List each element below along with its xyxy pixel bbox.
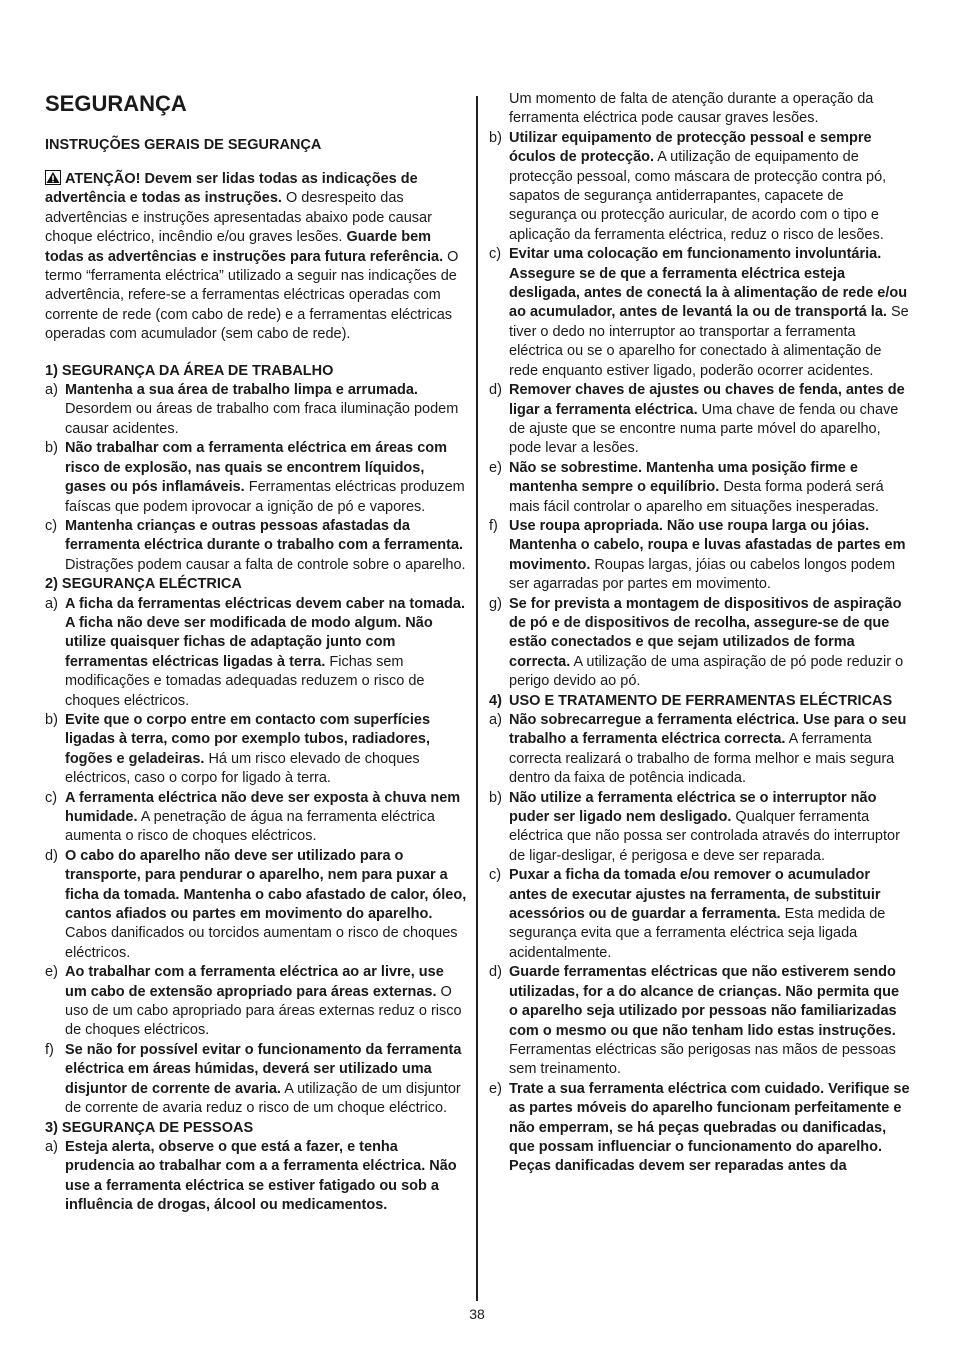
item-bold: Guarde ferramentas eléctricas que não estiverem sendo utilizadas, for a do alcance de crianças. Não permita que o aparelho seja utilizado por pessoas não familiarizadas com o mesmo ou que não tenham lido estas instruções. [509,964,900,1039]
item-text: Ferramentas eléctricas são perigosas nas mãos de pessoas sem treinamento. [509,1041,896,1078]
item-text: Cabos danificados ou torcidos aumentam o risco de choques eléctricos. [65,925,458,961]
item-letter: a) [45,1138,58,1155]
item-bold: Não utilize a ferramenta eléctrica se o interruptor não puder ser ligado nem desligado. [509,789,877,826]
item-text: Se tiver o dedo no interruptor ao transportar a ferramenta eléctrica ou se o aparelho for conectado à alimentação de rede enquanto estiver ligado, poderão ocorrer acidentes. [509,304,909,379]
page-number: 38 [469,1306,485,1322]
item-letter: a) [45,595,58,612]
item-bold: Puxar a ficha da tomada e/ou remover o acumulador antes de executar ajustes na ferramenta, de substituir acessórios ou de guardar a ferramenta. [509,867,881,923]
item-letter: d) [489,964,502,981]
warning-bold-text: ATENÇÃO! Devem ser lidas todas as indicações de advertência e todas as instruções. [45,171,418,207]
item-letter: a) [489,712,502,728]
item-bold: Ao trabalhar com a ferramenta eléctrica ao ar livre, use um cabo de extensão apropriado para áreas externas. [65,964,444,1000]
section-heading-4: 4) USO E TRATAMENTO DE FERRAMENTAS ELÉCTRICAS [489,692,893,709]
item-text: Qualquer ferramenta eléctrica que não possa ser controlada através do interruptor de ligar-desligar, é perigosa e deve ser reparada. [509,809,900,864]
item-letter: a) [45,382,58,399]
item-text: Fichas sem modificações e tomadas adequadas reduzem o risco de choques eléctricos. [65,653,425,709]
item-bold: Não sobrecarregue a ferramenta eléctrica. Use para o seu trabalho a ferramenta eléctrica correcta. [509,712,907,748]
list-item [489,595,911,692]
item-bold: Não se sobrestime. Mantenha uma posição firme e mantenha sempre o equilíbrio. [509,459,858,496]
list-item [45,1138,467,1216]
item-letter: b) [45,440,58,457]
section-heading: 3) SEGURANÇA DE PESSOAS [45,1119,254,1136]
item-text: A utilização de uma aspiração de pó pode reduzir o perigo devido ao pó. [509,653,904,690]
item-text: A utilização de um disjuntor de corrente de avaria reduz o risco de um choque eléctrico. [65,1080,461,1117]
item-letter: d) [489,382,502,399]
item-bold: Remover chaves de ajustes ou chaves de fenda, antes de ligar a ferramenta eléctrica. [509,382,905,418]
warning-triangle-icon [45,170,61,185]
section-3 [45,1119,467,1216]
keep-bold-text: Guarde bem todas as advertências e instruções para futura referência. [45,229,444,265]
item-bold: Se for prevista a montagem de dispositivos de aspiração de pó e de dispositivos de recolha, assegure-se de que estão conectados e que sejam utilizados de forma correcta. [509,595,902,670]
list-item [489,711,911,789]
item-text: Desordem ou áreas de trabalho com fraca iluminação podem causar acidentes. [65,401,459,437]
section-heading: 1) SEGURANÇA DA ÁREA DE TRABALHO [45,362,334,379]
list-item [489,1080,911,1177]
list-item [489,789,911,867]
item-letter: c) [45,789,58,806]
item-bold: Trate a sua ferramenta eléctrica com cuidado. Verifique se as partes móveis do aparelho funcionam perfeitamente e não emperram, se há peças quebradas ou danificadas, que possam influenciar o funcionamento do aparelho. Peças danificadas devem ser reparadas antes da [509,1080,910,1175]
item-letter: b) [489,789,502,806]
left-column [45,90,467,1216]
item-letter: e) [45,964,58,981]
item-bold: Use roupa apropriada. Não use roupa larga ou jóias. Mantenha o cabelo, roupa e luvas afastadas de partes em movimento. [509,517,906,573]
continuation-text: Um momento de falta de atenção durante a operação da ferramenta eléctrica pode causar graves lesões. [509,91,874,127]
item-bold: Evitar uma colocação em funcionamento involuntária. Assegure se de que a ferramenta eléctrica esteja desligada, antes de conectá la à alimentação de rede e/ou ao acumulador, antes de levantá la ou de transportá la. [509,246,908,321]
item-bold: Se não for possível evitar o funcionamento da ferramenta eléctrica em áreas húmidas, deverá ser utilizado uma disjuntor de corrente de avaria. [65,1041,462,1097]
section-subtitle: INSTRUÇÕES GERAIS DE SEGURANÇA [45,137,322,153]
item-text: O uso de um cabo apropriado para áreas externas reduz o risco de choques eléctricos. [65,983,462,1039]
item-bold: Evite que o corpo entre em contacto com superfícies ligadas à terra, como por exemplo tubos, radiadores, fogões e geladeiras. [65,711,431,767]
item-bold: Esteja alerta, observe o que está a fazer, e tenha prudencia ao trabalhar com a a ferramenta eléctrica. Não use a ferramenta eléctrica se estiver fatigado ou sob a influência de drogas, álcool ou medicamentos. [65,1138,457,1214]
list-item [45,789,467,847]
list-item [45,963,467,1041]
item-text: Uma chave de fenda ou chave de ajuste que se encontre numa parte móvel do aparelho, pode levar a lesões. [509,401,899,457]
list-item [45,711,467,789]
item-letter: e) [489,1080,502,1097]
item-bold: Mantenha crianças e outras pessoas afastadas da ferramenta eléctrica durante o trabalho com a ferramenta. [65,517,464,554]
list-item [489,866,911,963]
item-bold: O cabo do aparelho não deve ser utilizado para o transporte, para pendurar o aparelho, nem para puxar a ficha da tomada. Mantenha o cabo afastado de calor, óleo, cantos afiados ou partes em movimento do aparelho. [65,847,467,923]
list-item [45,1041,467,1119]
column-divider [476,96,478,1301]
list-item [45,517,467,575]
item-bold: Utilizar equipamento de protecção pessoal e sempre óculos de protecção. [509,129,872,166]
item-letter: d) [45,847,58,864]
list-item [489,517,911,595]
item-bold: Mantenha a sua área de trabalho limpa e arrumada. [65,382,418,399]
item-letter: g) [489,595,502,612]
item-bold: A ferramenta eléctrica não deve ser exposta à chuva nem humidade. [65,789,461,825]
item-text: Ferramentas eléctricas produzem faíscas que podem iprovocar a ignição de pó e vapores. [65,479,465,515]
list-item [45,381,467,439]
item-text: Há um risco elevado de choques eléctricos, caso o corpo for ligado à terra. [65,750,420,787]
item-letter: e) [489,459,502,476]
list-item [489,963,911,1079]
list-item [489,381,911,459]
list-item [45,595,467,711]
section-2 [45,575,467,1118]
list-item [45,439,467,517]
list-item [489,129,911,245]
item-text: A ferramenta correcta realizará o trabalho de forma melhor e mais segura dentro da faixa de potência indicada. [509,731,895,787]
list-item [45,847,467,963]
item-letter: c) [489,246,502,263]
item-letter: f) [45,1041,54,1058]
item-bold: A ficha da ferramentas eléctricas devem caber na tomada. A ficha não deve ser modificada de modo algum. Não utilize quaisquer fichas de adaptação junto com ferramentas eléctricas ligadas à terra. [65,595,466,670]
section-heading: 2) SEGURANÇA ELÉCTRICA [45,576,242,593]
item-letter: b) [45,711,58,728]
item-letter: b) [489,129,502,146]
item-letter: c) [45,517,58,534]
item-text: Esta medida de segurança evita que a ferramenta eléctrica seja ligada acidentalmente. [509,906,886,961]
item-letter: f) [489,517,498,534]
list-item [489,459,911,517]
item-letter: c) [489,867,502,884]
list-item [489,245,911,381]
item-text: Distrações podem causar a falta de controle sobre o aparelho. [65,556,466,573]
item-text: Roupas largas, jóias ou cabelos longos podem ser agarradas por partes em movimento. [509,556,896,593]
section-1 [45,362,467,575]
item-text: A utilização de equipamento de protecção pessoal, como máscara de protecção contra pó, sapatos de segurança antiderrapantes, capacete de segurança ou protecção auricular, de acordo com o tipo e aplicação da ferramenta eléctrica, reduz o risco de lesões. [509,149,887,243]
intro-paragraph [45,170,467,345]
page-title: SEGURANÇA [45,91,187,116]
warning-text: O desrespeito das advertências e instruções apresentadas abaixo pode causar choque eléctrico, incêndio e/ou graves lesões. [45,190,432,246]
keep-text: O termo “ferramenta eléctrica” utilizado a seguir nas indicações de advertência, refere-se a ferramentas eléctricas operadas com corrente de rede (com cabo de rede) e a ferramentas eléctricas operadas com acumulador (sem cabo de rede). [45,248,459,343]
right-column [489,90,911,1177]
item-text: Desta forma poderá será mais fácil controlar o aparelho em situações inesperadas. [509,479,884,515]
item-bold: Não trabalhar com a ferramenta eléctrica em áreas com risco de explosão, nas quais se encontrem líquidos, gases ou pós inflamáveis. [65,440,448,496]
item-text: A penetração de água na ferramenta eléctrica aumenta o risco de choques eléctricos. [65,809,435,845]
